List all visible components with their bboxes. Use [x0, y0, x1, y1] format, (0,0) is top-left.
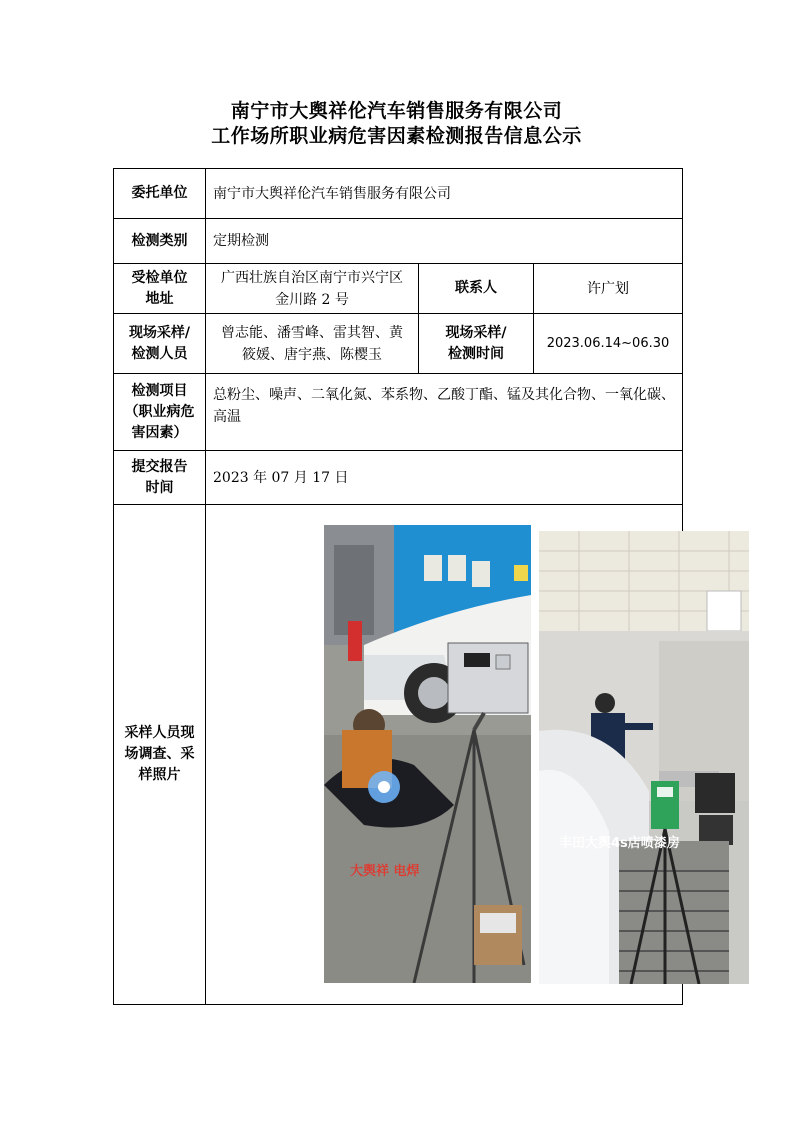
category-value: 定期检测: [206, 219, 683, 264]
photos-label: 采样人员现场调查、采样照片: [114, 505, 206, 1005]
row-report: [114, 451, 683, 505]
report-value: 2023 年 07 月 17 日: [206, 451, 683, 505]
items-value: 总粉尘、噪声、二氧化氮、苯系物、乙酸丁酯、锰及其化合物、一氧化碳、高温: [206, 374, 683, 451]
info-table: [113, 168, 683, 1005]
row-address: [114, 264, 683, 314]
doc-title-line1: 南宁市大舆祥伦汽车销售服务有限公司: [230, 100, 563, 122]
row-category: [114, 219, 683, 264]
report-label: 提交报告时间: [114, 451, 206, 505]
client-label: 委托单位: [114, 169, 206, 219]
address-label: 受检单位地址: [114, 264, 206, 314]
photo-paint-booth-image: [539, 531, 749, 984]
row-photos: [114, 505, 683, 1005]
client-value: 南宁市大舆祥伦汽车销售服务有限公司: [206, 169, 683, 219]
items-label: 检测项目（职业病危害因素）: [114, 374, 206, 451]
row-client: [114, 169, 683, 219]
photo-welding-image: [324, 525, 531, 983]
contact-value: 许广划: [534, 264, 683, 314]
row-items: [114, 374, 683, 451]
photo-paint-booth: [539, 531, 749, 984]
row-staff: [114, 314, 683, 374]
time-label: 现场采样/检测时间: [419, 314, 534, 374]
address-value: 广西壮族自治区南宁市兴宁区金川路 2 号: [206, 264, 419, 314]
contact-label: 联系人: [419, 264, 534, 314]
doc-title-line2: 工作场所职业病危害因素检测报告信息公示: [211, 125, 582, 147]
photo-welding: [324, 525, 531, 983]
staff-label: 现场采样/检测人员: [114, 314, 206, 374]
photo-welding-caption: 大舆祥 电焊: [350, 864, 420, 879]
time-value: 2023.06.14~06.30: [534, 314, 683, 374]
category-label: 检测类别: [114, 219, 206, 264]
photo-paint-booth-caption: 丰田大舆4s店喷漆房: [559, 836, 680, 851]
photos-cell: [206, 505, 683, 1005]
staff-value: 曾志能、潘雪峰、雷其智、黄筱媛、唐宇燕、陈樱玉: [206, 314, 419, 374]
